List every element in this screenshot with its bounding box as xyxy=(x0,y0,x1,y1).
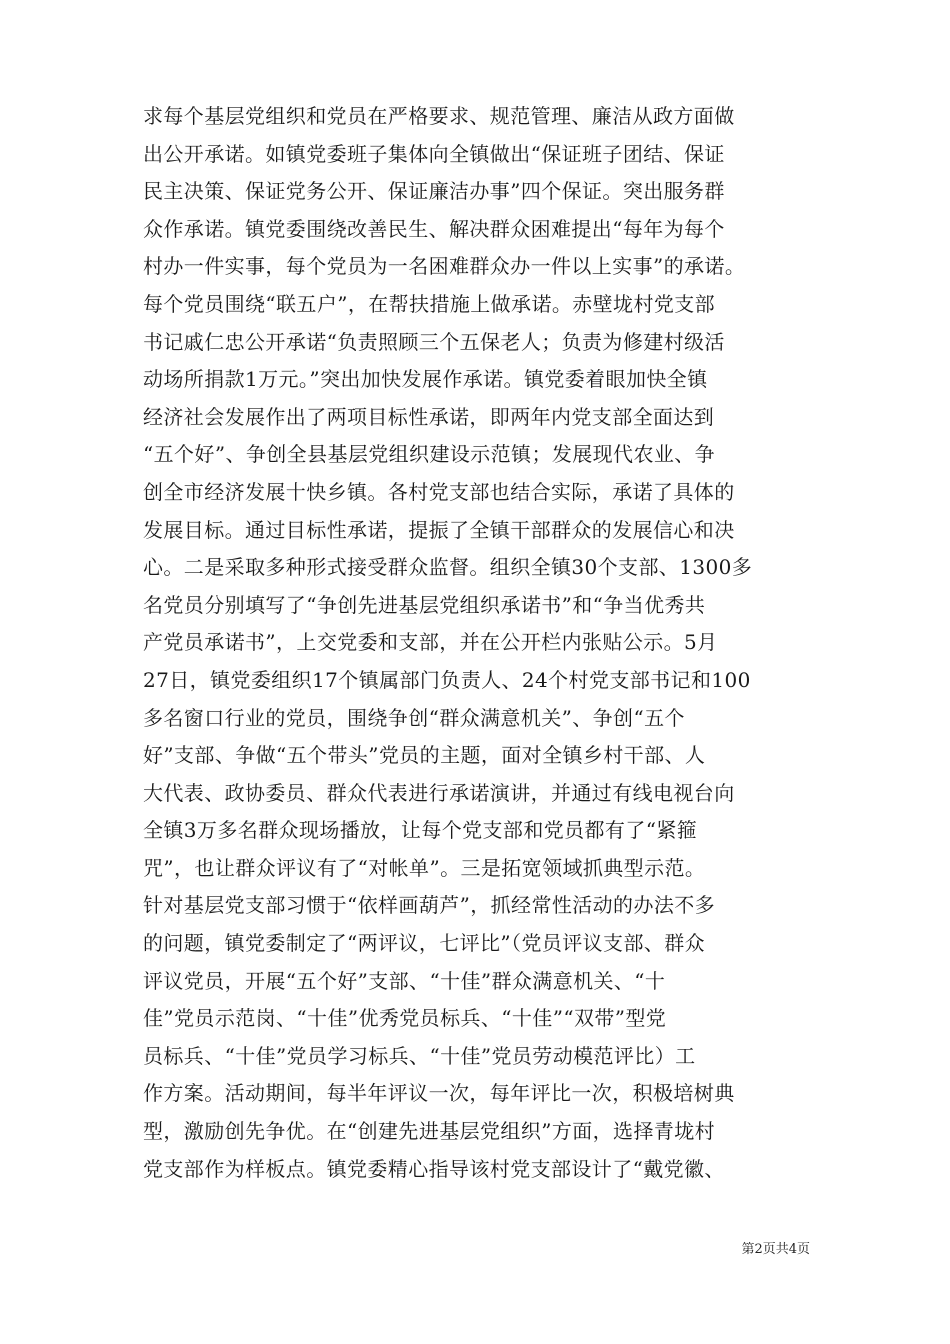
text-line: 全镇3万多名群众现场播放，让每个党支部和党员都有了“紧箍 xyxy=(143,818,698,843)
text-line: 好”支部、争做“五个带头”党员的主题，面对全镇乡村干部、人 xyxy=(143,743,706,768)
text-line: 众作承诺。镇党委围绕改善民生、解决群众困难提出“每年为每个 xyxy=(143,216,725,241)
text-line: 民主决策、保证党务公开、保证廉洁办事”四个保证。突出服务群 xyxy=(143,179,725,204)
text-line: 出公开承诺。如镇党委班子集体向全镇做出“保证班子团结、保证 xyxy=(143,141,725,166)
text-line: 的问题，镇党委制定了“两评议，七评比”（党员评议支部、群众 xyxy=(143,931,706,956)
text-line: 心。二是采取多种形式接受群众监督。组织全镇30个支部、1300多 xyxy=(143,555,753,580)
text-line: 员标兵、“十佳”党员学习标兵、“十佳”党员劳动模范评比）工 xyxy=(143,1043,696,1068)
text-line: 创全市经济发展十快乡镇。各村党支部也结合实际，承诺了具体的 xyxy=(143,479,735,504)
text-line: 产党员承诺书”，上交党委和支部，并在公开栏内张贴公示。5月 xyxy=(143,630,718,655)
page-number: 第2页共4页 xyxy=(741,1242,810,1257)
text-line: 名党员分别填写了“争创先进基层党组织承诺书”和“争当优秀共 xyxy=(143,592,706,617)
text-line: 求每个基层党组织和党员在严格要求、规范管理、廉洁从政方面做 xyxy=(143,104,735,128)
text-line: 党支部作为样板点。镇党委精心指导该村党支部设计了“戴党徽、 xyxy=(143,1156,725,1181)
text-line: 27日，镇党委组织17个镇属部门负责人、24个村党支部书记和100 xyxy=(143,667,751,692)
text-line: 大代表、政协委员、群众代表进行承诺演讲，并通过有线电视台向 xyxy=(143,780,735,805)
text-line: 评议党员，开展“五个好”支部、“十佳”群众满意机关、“十 xyxy=(143,968,666,993)
text-line: 作方案。活动期间，每半年评议一次，每年评比一次，积极培树典 xyxy=(143,1081,735,1106)
text-line: 村办一件实事，每个党员为一名困难群众办一件以上实事”的承诺。 xyxy=(143,254,746,279)
body-text xyxy=(143,98,833,1188)
text-line: 佳”党员示范岗、“十佳”优秀党员标兵、“十佳”“双带”型党 xyxy=(143,1006,667,1031)
text-line: 咒”，也让群众评议有了“对帐单”。三是拓宽领域抓典型示范。 xyxy=(143,855,706,880)
text-line: 针对基层党支部习惯于“依样画葫芦”，抓经常性活动的办法不多 xyxy=(143,893,716,918)
text-line: “五个好”、争创全县基层党组织建设示范镇；发展现代农业、争 xyxy=(143,442,716,467)
text-line: 经济社会发展作出了两项目标性承诺，即两年内党支部全面达到 xyxy=(143,404,715,429)
text-line: 每个党员围绕“联五户”，在帮扶措施上做承诺。赤壁垅村党支部 xyxy=(143,291,716,316)
text-line: 多名窗口行业的党员，围绕争创“群众满意机关”、争创“五个 xyxy=(143,705,685,730)
text-line: 动场所捐款1万元。”突出加快发展作承诺。镇党委着眼加快全镇 xyxy=(143,367,708,392)
text-line: 发展目标。通过目标性承诺，提振了全镇干部群众的发展信心和决 xyxy=(143,517,735,542)
text-line: 型，激励创先争优。在“创建先进基层党组织”方面，选择青垅村 xyxy=(143,1119,716,1144)
text-line: 书记戚仁忠公开承诺“负责照顾三个五保老人；负责为修建村级活 xyxy=(143,329,725,354)
